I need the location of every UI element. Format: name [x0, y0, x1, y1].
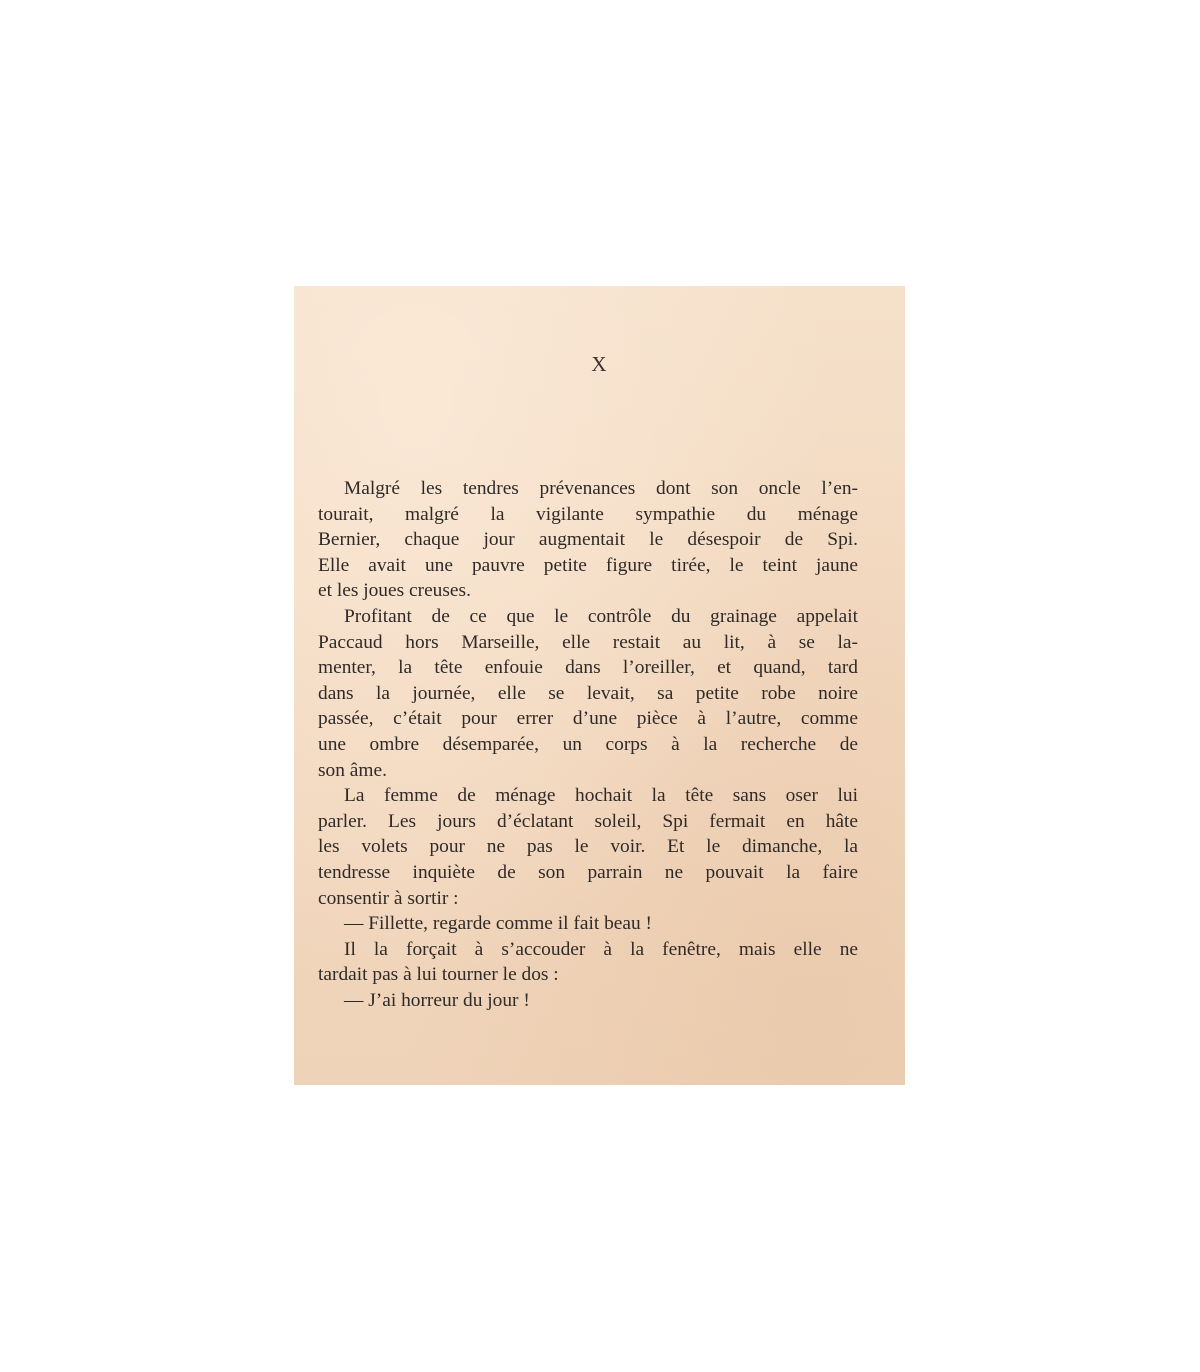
text-line: — J’ai horreur du jour !: [344, 989, 530, 1011]
body-text: [318, 476, 858, 1013]
text-line: dans la journée, elle se levait, sa petite robe noire: [318, 682, 858, 704]
text-line: Profitant de ce que le contrôle du grainage appelait: [344, 605, 858, 627]
text-line: La femme de ménage hochait la tête sans oser lui: [344, 785, 858, 807]
text-line: consentir à sortir :: [318, 887, 459, 909]
text-line: passée, c’était pour errer d’une pièce à l’autre, comme: [318, 708, 858, 730]
text-line: et les joues creuses.: [318, 580, 471, 602]
text-line: son âme.: [318, 759, 387, 781]
text-line: Il la forçait à s’accouder à la fenêtre, mais elle ne: [344, 938, 858, 960]
text-line: tendresse inquiète de son parrain ne pouvait la faire: [318, 861, 858, 883]
book-page: [294, 286, 905, 1085]
chapter-number: X: [591, 352, 608, 376]
text-line: les volets pour ne pas le voir. Et le dimanche, la: [318, 836, 858, 858]
text-line: tardait pas à lui tourner le dos :: [318, 964, 559, 986]
text-line: Paccaud hors Marseille, elle restait au lit, à se la-: [318, 631, 858, 653]
text-line: Elle avait une pauvre petite figure tirée, le teint jaune: [318, 554, 858, 576]
text-line: — Fillette, regarde comme il fait beau !: [344, 913, 652, 935]
text-line: Bernier, chaque jour augmentait le désespoir de Spi.: [318, 529, 858, 551]
text-line: parler. Les jours d’éclatant soleil, Spi fermait en hâte: [318, 810, 858, 832]
text-line: menter, la tête enfouie dans l’oreiller, et quand, tard: [318, 657, 858, 679]
text-line: tourait, malgré la vigilante sympathie du ménage: [318, 503, 858, 525]
text-line: Malgré les tendres prévenances dont son oncle l’en-: [344, 478, 858, 499]
text-line: une ombre désemparée, un corps à la recherche de: [318, 733, 858, 755]
